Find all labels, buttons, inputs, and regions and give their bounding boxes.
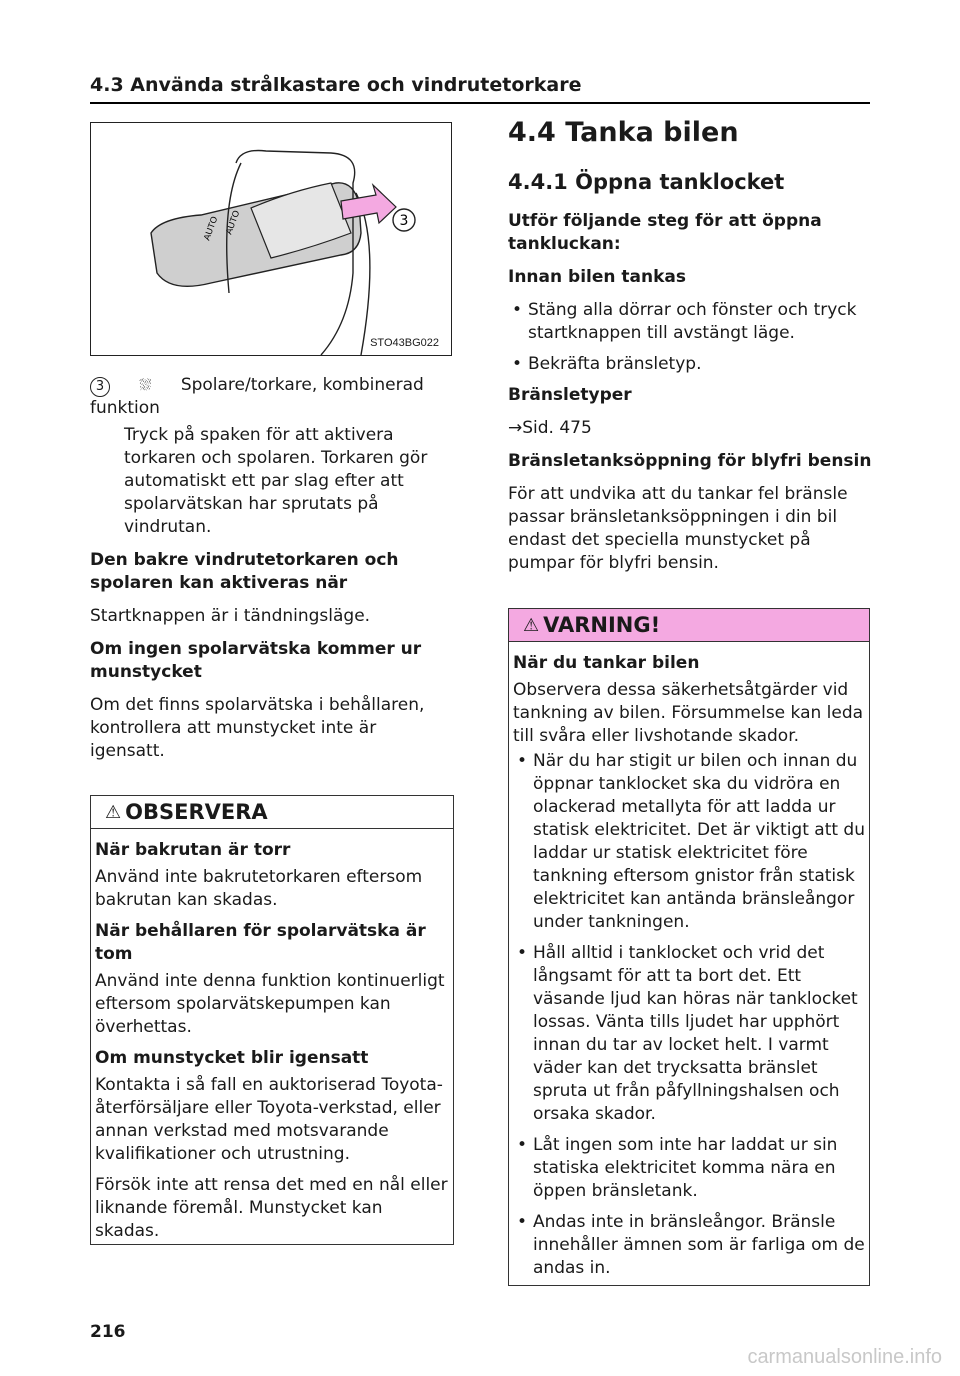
list-item: • Andas inte in bränsleångor. Bränsle innehåller ämnen som är farliga om de andas in.	[513, 1211, 865, 1280]
list-item: • När du har stigit ur bilen och innan du öppnar tanklocket ska du vidröra en olackerad metallyta för att ladda ur statisk elektricitet. Det är viktigt att du laddar ur statisk elektricitet före tankning eftersom gnistor från statisk elektricitet kan antända bränsleångor under tankningen.	[513, 750, 865, 934]
svg-text:AUTO: AUTO	[223, 208, 242, 236]
fuel-types-heading: Bränsletyper	[508, 385, 632, 405]
intro-text: Utför följande steg för att öppna tankluckan:	[508, 211, 822, 254]
section-title: 4.4 Tanka bilen	[508, 117, 739, 148]
observera-heading: När behållaren för spolarvätska är tom	[95, 921, 426, 964]
opening-heading: Bränsletanksöppning för blyfri bensin	[508, 451, 872, 471]
varning-text: Observera dessa säkerhetsåtgärder vid tankning av bilen. Försummelse kan leda till svåra eller livshotande skador.	[513, 680, 864, 746]
svg-text:AUTO: AUTO	[201, 214, 220, 242]
observera-text: Kontakta i så fall en auktoriserad Toyota-återförsäljare eller Toyota-verkstad, eller annan verkstad med motsvarande kvalifikationer och utrustning.	[95, 1075, 443, 1164]
item-number-3: 3	[90, 377, 110, 397]
header-divider	[90, 102, 870, 104]
warning-icon: ⚠	[523, 614, 540, 636]
varning-list	[513, 750, 865, 1280]
observera-body	[91, 829, 453, 1243]
subsection-title: 4.4.1 Öppna tanklocket	[508, 170, 785, 194]
left-column	[90, 374, 454, 773]
no-fluid-text: Om det finns spolarvätska i behållaren, kontrollera att munstycket inte är igensatt.	[90, 695, 425, 761]
observera-box	[90, 795, 454, 1245]
wiper-washer-icon: ⛆	[139, 376, 152, 394]
varning-heading: När du tankar bilen	[513, 653, 700, 673]
lever-drawing	[91, 123, 451, 355]
observera-extra: Försök inte att rensa det med en nål eller liknande föremål. Munstycket kan skadas.	[95, 1175, 448, 1241]
before-list	[508, 299, 872, 376]
figure-code: STO43BG022	[370, 337, 439, 349]
observera-heading: Om munstycket blir igensatt	[95, 1048, 369, 1068]
watermark: carmanualsonline.info	[747, 1346, 942, 1368]
item-title: Spolare/torkare, kombinerad funktion	[90, 375, 424, 418]
section-header: 4.3 Använda strålkastare och vindrutetorkare	[90, 74, 582, 96]
observera-header	[91, 796, 453, 829]
figure-callout-3: 3	[399, 213, 409, 229]
list-item: • Låt ingen som inte har laddat ur sin statiska elektricitet komma nära en öppen bränsletank.	[513, 1134, 865, 1203]
observera-text: Använd inte denna funktion kontinuerligt eftersom spolarvätskepumpen kan överhettas.	[95, 971, 445, 1037]
caution-icon: ⚠	[105, 801, 122, 823]
page-number: 216	[90, 1322, 126, 1342]
opening-text: För att undvika att du tankar fel bränsle passar bränsletanksöppningen i din bil endast det speciella munstycket på pumpar för blyfri bensin.	[508, 484, 848, 573]
observera-title: OBSERVERA	[125, 800, 268, 824]
rear-wiper-text: Startknappen är i tändningsläge.	[90, 606, 371, 626]
before-heading: Innan bilen tankas	[508, 267, 686, 287]
no-fluid-heading: Om ingen spolarvätska kommer ur munstycket	[90, 639, 422, 682]
item-description: Tryck på spaken för att aktivera torkaren och spolaren. Torkaren gör automatiskt ett par slag efter att spolarvätskan har sprutats på vindrutan.	[124, 425, 428, 537]
list-item: • Stäng alla dörrar och fönster och tryck startknappen till avstängt läge.	[508, 299, 872, 345]
page-reference: →Sid. 475	[508, 418, 592, 438]
wiper-lever-illustration	[90, 122, 452, 356]
right-column	[508, 116, 872, 585]
list-item: • Bekräfta bränsletyp.	[508, 353, 872, 376]
varning-box	[508, 608, 870, 1286]
varning-title: VARNING!	[543, 613, 661, 637]
observera-text: Använd inte bakrutetorkaren eftersom bakrutan kan skadas.	[95, 867, 423, 910]
varning-header	[509, 609, 869, 642]
varning-body	[509, 642, 869, 1280]
rear-wiper-heading: Den bakre vindrutetorkaren och spolaren kan aktiveras när	[90, 550, 399, 593]
observera-heading: När bakrutan är torr	[95, 840, 291, 860]
list-item: • Håll alltid i tanklocket och vrid det långsamt för att ta bort det. Ett väsande ljud kan höras när tanklocket lossas. Vänta tills ljudet har upphört innan du tar av locket helt. I varmt väder kan det trycksatta bränslet spruta ut från påfyllningshalsen och orsaka skador.	[513, 942, 865, 1126]
